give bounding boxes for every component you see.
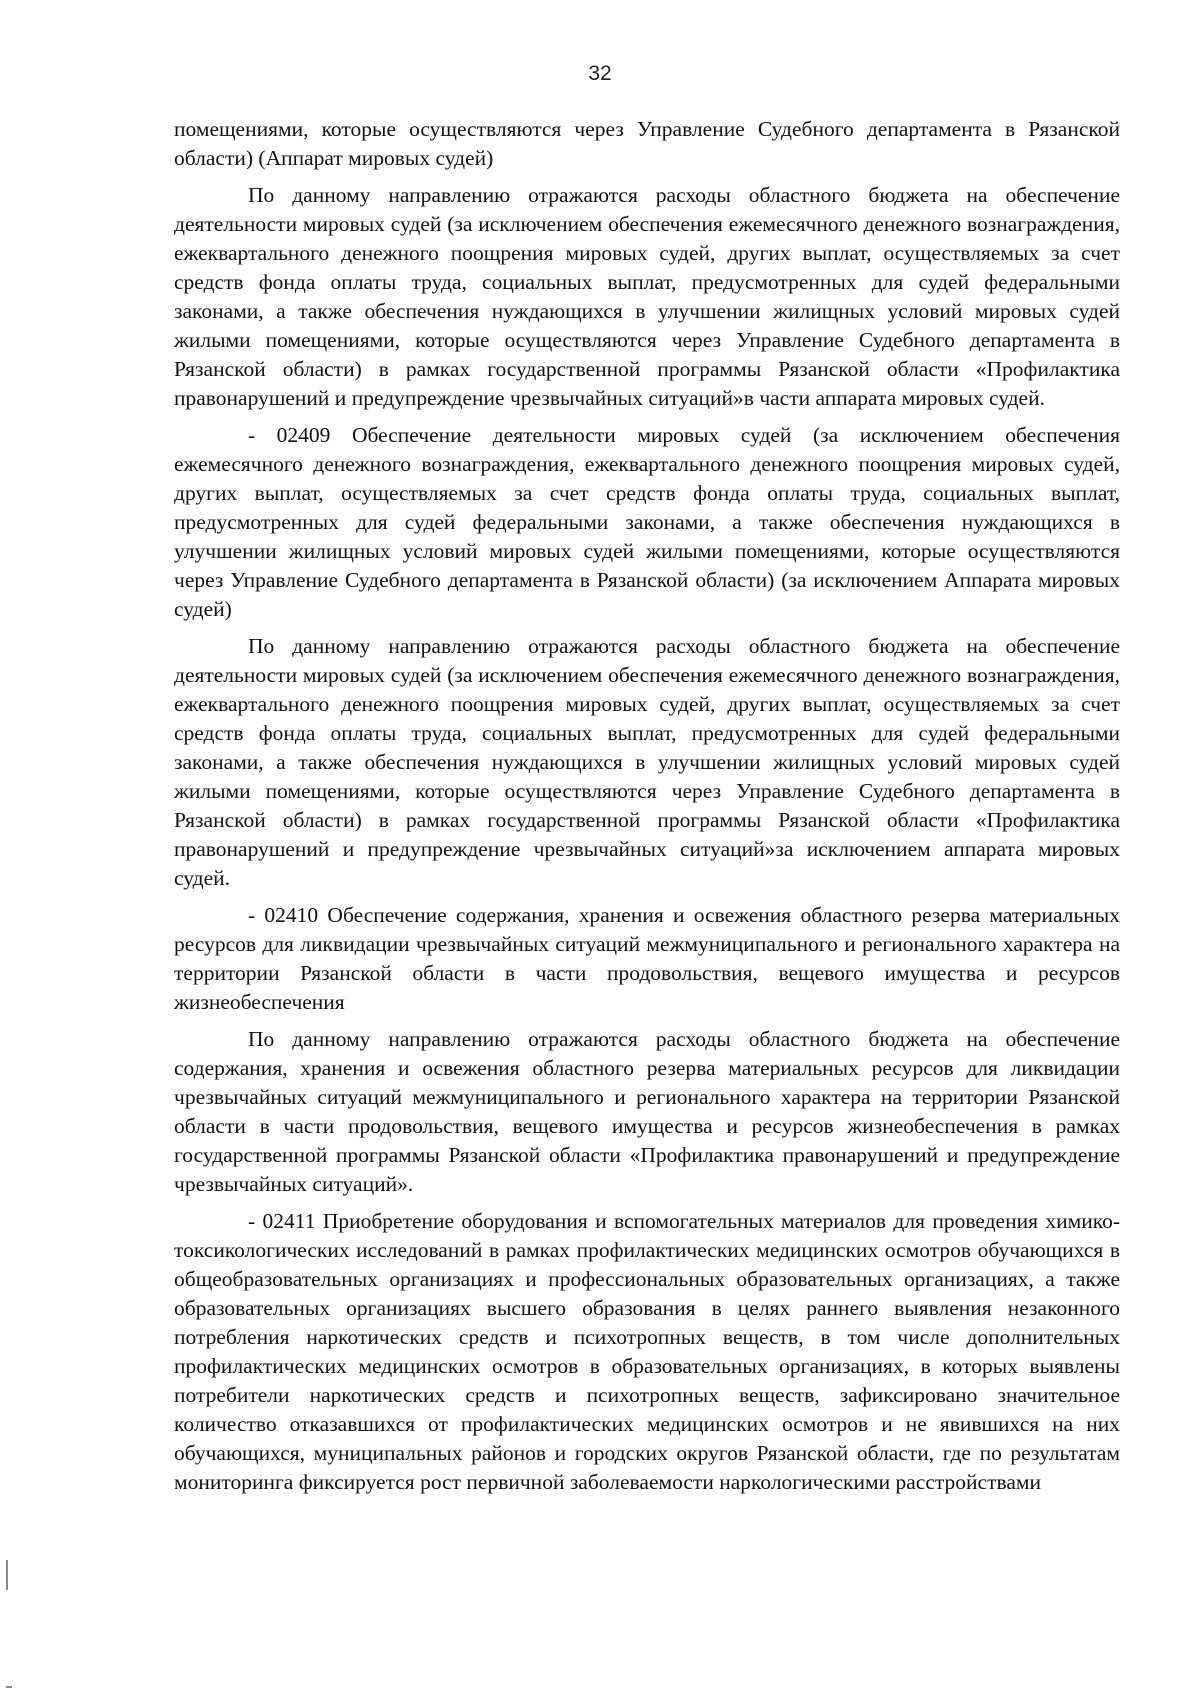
- paragraph-description: По данному направлению отражаются расходы областного бюджета на обеспечение деятельности мировых судей (за исключением обеспечения ежемесячного денежного вознаграждения, ежеквартального денежного поощрения мировых судей, других выплат, осуществляемых за счет средств фонда оплаты труда, социальных выплат, предусмотренных для судей федеральными законами, а также обеспечения нуждающихся в улучшении жилищных условий мировых судей жилыми помещениями, которые осуществляются через Управление Судебного департамента в Рязанской области) в рамках государственной программы Рязанской области «Профилактика правонарушений и предупреждение чрезвычайных ситуаций»в части аппарата мировых судей.: [174, 183, 1120, 410]
- page-number: 32: [588, 62, 612, 85]
- scan-artifact-left: [6, 1560, 8, 1590]
- paragraph-item-02410: - 02410 Обеспечение содержания, хранения и освежения областного резерва материальных ресурсов для ликвидации чрезвычайных ситуаций межмуниципального и регионального характера на территории Рязанской области в части продовольствия, вещевого имущества и ресурсов жизнеобеспечения: [174, 903, 1120, 1014]
- paragraph-description: По данному направлению отражаются расходы областного бюджета на обеспечение содержания, хранения и освежения областного резерва материальных ресурсов для ликвидации чрезвычайных ситуаций межмуниципального и регионального характера на территории Рязанской области в части продовольствия, вещевого имущества и ресурсов жизнеобеспечения в рамках государственной программы Рязанской области «Профилактика правонарушений и предупреждение чрезвычайных ситуаций».: [174, 1027, 1120, 1196]
- paragraph-description: По данному направлению отражаются расходы областного бюджета на обеспечение деятельности мировых судей (за исключением обеспечения ежемесячного денежного вознаграждения, ежеквартального денежного поощрения мировых судей, других выплат, осуществляемых за счет средств фонда оплаты труда, социальных выплат, предусмотренных для судей федеральными законами, а также обеспечения нуждающихся в улучшении жилищных условий мировых судей жилыми помещениями, которые осуществляются через Управление Судебного департамента в Рязанской области) в рамках государственной программы Рязанской области «Профилактика правонарушений и предупреждение чрезвычайных ситуаций»за исключением аппарата мировых судей.: [174, 634, 1120, 890]
- scan-artifact-bottom-left: [6, 1686, 12, 1688]
- paragraph-item-02409: - 02409 Обеспечение деятельности мировых судей (за исключением обеспечения ежемесячного денежного вознаграждения, ежеквартального денежного поощрения мировых судей, других выплат, осуществляемых за счет средств фонда оплаты труда, социальных выплат, предусмотренных для судей федеральными законами, а также обеспечения нуждающихся в улучшении жилищных условий мировых судей жилыми помещениями, которые осуществляются через Управление Судебного департамента в Рязанской области) (за исключением Аппарата мировых судей): [174, 423, 1120, 621]
- paragraph-item-02411: - 02411 Приобретение оборудования и вспомогательных материалов для проведения химико-токсикологических исследований в рамках профилактических медицинских осмотров обучающихся в общеобразовательных организациях и профессиональных образовательных организациях, а также образовательных организациях высшего образования в целях раннего выявления незаконного потребления наркотических средств и психотропных веществ, в том числе дополнительных профилактических медицинских осмотров в образовательных организациях, в которых выявлены потребители наркотических средств и психотропных веществ, зафиксировано значительное количество отказавшихся от профилактических медицинских осмотров и не явившихся на них обучающихся, муниципальных районов и городских округов Рязанской области, где по результатам мониторинга фиксируется рост первичной заболеваемости наркологическими расстройствами: [174, 1209, 1120, 1494]
- paragraph-continuation: помещениями, которые осуществляются через Управление Судебного департамента в Рязанской области) (Аппарат мировых судей): [174, 117, 1120, 170]
- document-body: [174, 115, 1120, 1497]
